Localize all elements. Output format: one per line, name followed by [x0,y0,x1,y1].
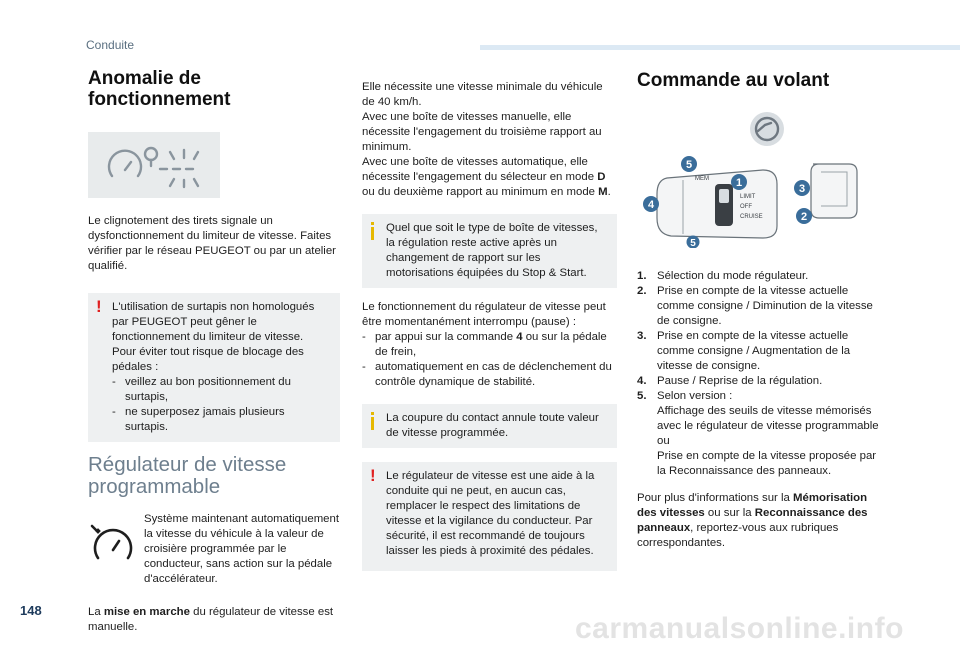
anomaly-title: Anomalie de fonctionnement [88,68,231,110]
callout-3: 3 [798,183,806,195]
legend-list [637,269,887,479]
warning-item: - veillez au bon positionnement du surtapis, [112,375,330,405]
anomaly-text: Le clignotement des tirets signale un dysfonctionnement du limiteur de vitesse. Faites vérifier par le réseau PEUGEOT ou par un atelier qualifié. [88,215,336,272]
legend-item: 1. Sélection du mode régulateur. [637,270,809,282]
legend-item: 4. Pause / Reprise de la régulation. [637,375,823,387]
legend-item: 3. Prise en compte de la vitesse actuelle comme consigne / Augmentation de la vitesse de consigne. [637,330,851,372]
steering-control-title: Commande au volant [637,70,830,91]
info-box-stop-start: Quel que soit le type de boîte de vitesses, la régulation reste active après un changement de rapport sur les motorisations équipées du Stop & Start. [362,214,617,288]
regulator-intro [88,512,340,587]
callout-1: 1 [735,177,743,189]
legend-item-5-or: ou [657,435,670,447]
cruise-label: CRUISE [740,214,763,220]
more-info-text: Pour plus d'informations sur la Mémorisation des vitesses ou sur la Reconnaissance des panneaux, reportez-vous aux rubriques correspondantes. [637,492,868,549]
pause-item: - automatiquement en cas de déclenchement du contrôle dynamique de stabilité. [362,360,617,390]
cruise-control-icon [88,520,138,570]
column-left [88,68,340,635]
min-speed-text: Elle nécessite une vitesse minimale du véhicule de 40 km/h. [362,81,603,108]
mem-label: MEM [695,176,709,182]
callout-5-bottom: 5 [690,238,696,248]
limit-label: LIMIT [740,194,756,200]
warning-icon: ! [96,297,102,316]
column-middle [362,80,617,571]
callout-4: 4 [647,199,655,211]
regulator-title: Régulateur de vitesse programmable [88,453,287,498]
watermark: carmanualsonline.info [575,612,904,645]
legend-item: 5. Selon version : [637,390,733,402]
cruise-stalk-figure [643,156,863,248]
header-bar [480,45,960,50]
legend-item-5-detail: Affichage des seuils de vitesse mémorisés avec le régulateur de vitesse programmable [657,405,879,432]
auto-gearbox-text: Avec une boîte de vitesses automatique, elle nécessite l'engagement du sélecteur en mode D ou du deuxième rapport au minimum en mode M. [362,156,611,198]
warning-item: - ne superposez jamais plusieurs surtapis. [112,405,330,435]
info-icon [369,222,376,240]
manual-gearbox-text: Avec une boîte de vitesses manuelle, elle nécessite l'engagement du troisième rapport au minimum. [362,111,602,153]
callout-2: 2 [800,211,808,223]
section-header: Conduite [86,38,135,52]
warning-intro: L'utilisation de surtapis non homologués par PEUGEOT peut gêner le fonctionnement du limiteur de vitesse. Pour éviter tout risque de blocage des pédales : [112,301,315,373]
warning-icon: ! [370,466,376,485]
warning-box-driving-aid: ! Le régulateur de vitesse est une aide à la conduite qui ne peut, en aucun cas, remplacer le respect des limitations de vitesse et la vigilance du conducteur. Par sécurité, il est recommandé de toujours laisser les pieds à proximité des pédales. [362,462,617,571]
off-label: OFF [740,204,752,210]
steering-wheel-icon [749,111,785,147]
legend-item: 2. Prise en compte de la vitesse actuelle comme consigne / Diminution de la vitesse de consigne. [637,285,873,327]
legend-item-5-detail: Prise en compte de la vitesse proposée par la Reconnaissance des panneaux. [657,450,877,477]
pause-intro: Le fonctionnement du régulateur de vitesse peut être momentanément interrompu (pause) : [362,301,606,328]
speed-limiter-fault-icon [88,132,220,198]
page-number: 148 [20,603,42,618]
info-icon [369,412,376,430]
regulator-description: Système maintenant automatiquement la vitesse du véhicule à la valeur de croisière programmée par le conducteur, sans action sur la pédale d'accélérateur. [144,513,340,585]
callout-5-top: 5 [685,159,693,171]
column-right [637,68,887,551]
pause-item: - par appui sur la commande 4 ou sur la pédale de frein, [362,330,617,360]
start-text: La mise en marche du régulateur de vitesse est manuelle. [88,606,334,633]
warning-box-mats [88,293,340,442]
info-box-ignition: La coupure du contact annule toute valeur de vitesse programmée. [362,404,617,448]
